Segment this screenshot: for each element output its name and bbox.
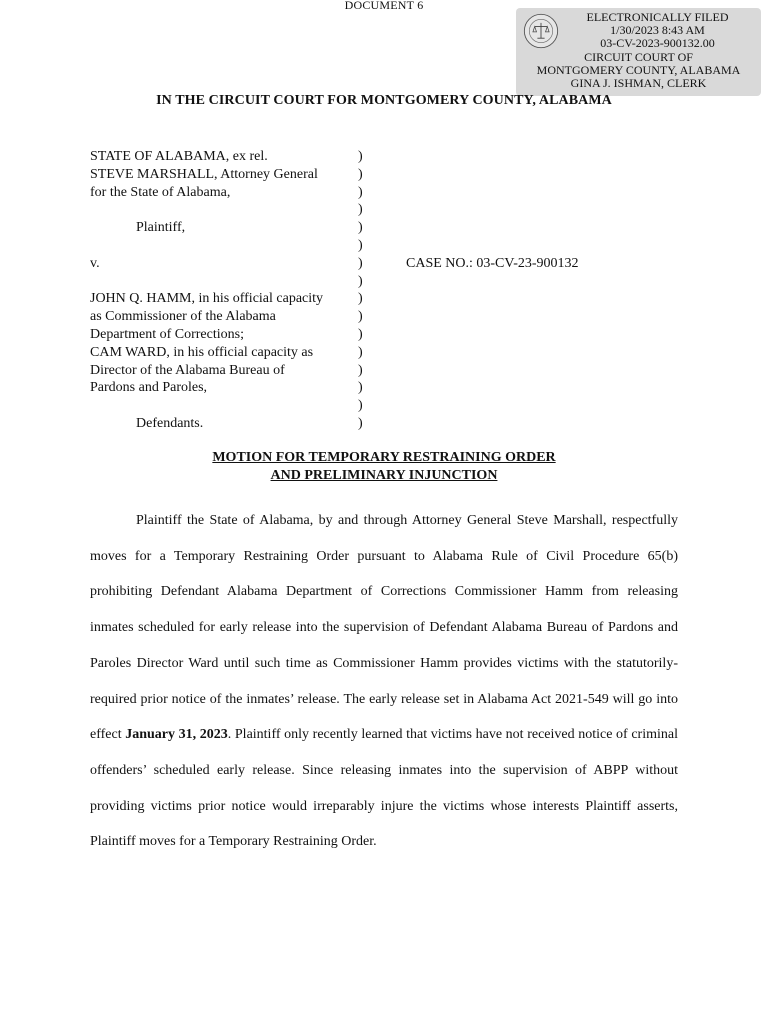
stamp-line: MONTGOMERY COUNTY, ALABAMA (536, 62, 741, 77)
caption-paren: ) (358, 398, 363, 414)
plaintiff-line: STEVE MARSHALL, Attorney General (90, 166, 318, 182)
case-number: CASE NO.: 03-CV-23-900132 (406, 256, 579, 271)
motion-title-line2: AND PRELIMINARY INJUNCTION (270, 468, 498, 483)
document-label: DOCUMENT 6 (344, 0, 424, 12)
stamp-line: CIRCUIT COURT OF (584, 49, 693, 64)
caption-paren: ) (358, 220, 363, 236)
caption-paren: ) (358, 326, 363, 342)
defendant-line: as Commissioner of the Alabama (90, 309, 276, 325)
caption-paren: ) (358, 255, 363, 271)
defendant-line: Department of Corrections; (90, 327, 244, 342)
plaintiff-line: for the State of Alabama, (90, 184, 231, 200)
caption-paren: ) (358, 291, 363, 307)
caption-paren: ) (358, 344, 363, 360)
caption-parenthesis-column (358, 148, 363, 433)
defendant-line: Director of the Alabama Bureau of (90, 362, 285, 378)
plaintiff-line: STATE OF ALABAMA, ex rel. (90, 149, 268, 164)
stamp-text (516, 11, 761, 90)
versus: v. (90, 255, 100, 271)
stamp-line: ELECTRONICALLY FILED (586, 10, 729, 24)
defendant-role: Defendants. (136, 416, 204, 431)
caption-paren: ) (358, 273, 363, 289)
body-text-part2: . Plaintiff only recently learned that victims have not received notice of criminal offenders’ scheduled early release. Since releasing inmates into the supervision of ABPP without providing victims prior notice would irreparably injure the victims whose interests Plaintiff asserts, Plaintiff moves for a Temporary Restraining Order. (90, 727, 678, 850)
stamp-line: 1/30/2023 8:43 AM (610, 23, 705, 38)
electronic-filing-stamp (516, 8, 761, 96)
body-text-part1: Plaintiff the State of Alabama, by and through Attorney General Steve Marshall, respectfully moves for a Temporary Restraining Order pursuant to Alabama Rule of Civil Procedure 65(b) prohibiting Defendant Alabama Department of Corrections Commissioner Hamm from releasing inmates scheduled for early release into the supervision of Defendant Alabama Bureau of Pardons and Paroles Director Ward until such time as Commissioner Hamm provides victims with the statutorily-required prior notice of the inmates’ release. The early release set in Alabama Act 2021-549 will go into effect (90, 513, 678, 743)
caption-paren: ) (358, 149, 363, 164)
stamp-line: GINA J. ISHMAN, CLERK (570, 76, 707, 91)
motion-body (90, 503, 678, 860)
court-heading: IN THE CIRCUIT COURT FOR MONTGOMERY COUNTY, ALABAMA (156, 93, 612, 108)
body-paragraph (90, 503, 678, 860)
caption-paren: ) (358, 309, 363, 325)
motion-title-line1: MOTION FOR TEMPORARY RESTRAINING ORDER (212, 450, 556, 465)
effective-date: January 31, 2023 (125, 727, 228, 743)
stamp-line: 03-CV-2023-900132.00 (600, 36, 715, 51)
caption-paren: ) (358, 362, 363, 378)
caption-paren: ) (358, 166, 363, 182)
defendant-line: CAM WARD, in his official capacity as (90, 344, 314, 360)
plaintiff-role: Plaintiff, (136, 220, 186, 236)
caption-paren: ) (358, 237, 363, 253)
defendant-line: JOHN Q. HAMM, in his official capacity (90, 291, 324, 307)
caption-paren: ) (358, 415, 363, 431)
caption-paren: ) (358, 184, 363, 200)
caption-paren: ) (358, 202, 363, 218)
defendant-line: Pardons and Paroles, (90, 380, 208, 396)
caption-paren: ) (358, 380, 363, 396)
